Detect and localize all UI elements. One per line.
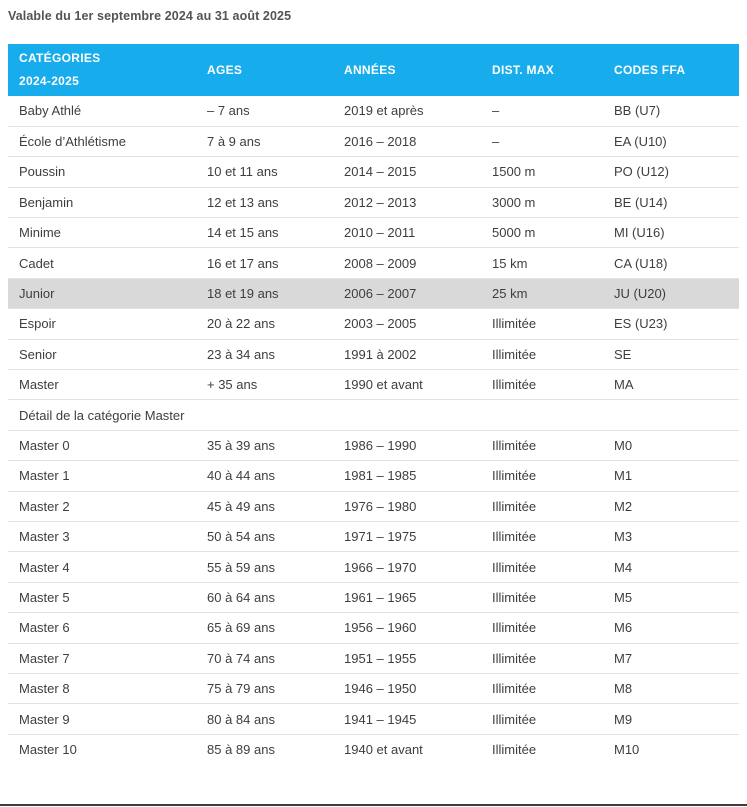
cell-annees: 2014 – 2015 xyxy=(333,157,481,187)
cell-category: Master 5 xyxy=(8,582,196,612)
cell-category: Master 8 xyxy=(8,673,196,703)
table-row xyxy=(8,157,739,187)
cell-annees: 1966 – 1970 xyxy=(333,552,481,582)
cell-code: BB (U7) xyxy=(614,103,661,119)
cell-code: SE xyxy=(603,339,739,369)
cell-code: BE (U14) xyxy=(603,187,739,217)
cell-ages: 65 à 69 ans xyxy=(196,613,333,643)
cell-dist: 5000 m xyxy=(481,218,603,248)
table-row xyxy=(8,370,739,400)
cell-ages: 12 et 13 ans xyxy=(196,187,333,217)
section-label: Détail de la catégorie Master xyxy=(8,400,739,430)
cell-dist: 25 km xyxy=(481,278,603,308)
table-row xyxy=(8,673,739,703)
table-row xyxy=(8,218,739,248)
cell-category: Master 7 xyxy=(8,643,196,673)
cell-code: PO (U12) xyxy=(603,157,739,187)
cell-code: JU (U20) xyxy=(603,278,739,308)
cell-dist: Illimitée xyxy=(481,643,603,673)
cell-code: M0 xyxy=(603,430,739,460)
table-row xyxy=(8,461,739,491)
cell-code: M10 xyxy=(603,734,739,764)
cell-ages: 16 et 17 ans xyxy=(196,248,333,278)
cell-annees: 1961 – 1965 xyxy=(333,582,481,612)
cell-code: MI (U16) xyxy=(603,218,739,248)
table-row xyxy=(8,309,739,339)
cell-ages: 60 à 64 ans xyxy=(196,582,333,612)
cell-category: École d’Athlétisme xyxy=(8,126,196,156)
cell-dist: Illimitée xyxy=(481,704,603,734)
table-row xyxy=(8,248,739,278)
cell-category: Senior xyxy=(8,339,196,369)
cell-code: M5 xyxy=(603,582,739,612)
cell-ages: 50 à 54 ans xyxy=(196,521,333,551)
table-row xyxy=(8,339,739,369)
col-header-categories-line2: 2024-2025 xyxy=(19,74,80,88)
col-header-categories-line1: CATÉGORIES xyxy=(19,51,101,66)
cell-category: Master 10 xyxy=(8,734,196,764)
header-row xyxy=(8,44,739,96)
cell-code: M6 xyxy=(603,613,739,643)
cell-ages: 23 à 34 ans xyxy=(196,339,333,369)
cell-category: Cadet xyxy=(8,248,196,278)
cell-dist: Illimitée xyxy=(481,552,603,582)
cell-dist: Illimitée xyxy=(481,370,603,400)
table-row xyxy=(8,278,739,308)
cell-ages: 10 et 11 ans xyxy=(196,157,333,187)
cell-dist: Illimitée xyxy=(481,430,603,460)
cell-category: Master 9 xyxy=(8,704,196,734)
col-header-ages: AGES xyxy=(196,44,333,96)
table-row xyxy=(8,734,739,764)
cell-category: Master xyxy=(8,370,196,400)
cell-category: Espoir xyxy=(8,309,196,339)
table-row xyxy=(8,582,739,612)
cell-category: Benjamin xyxy=(8,187,196,217)
cell-dist: Illimitée xyxy=(481,339,603,369)
col-header-codes-ffa: CODES FFA xyxy=(603,44,739,96)
cell-ages: + 35 ans xyxy=(196,370,333,400)
cell-code: M8 xyxy=(603,673,739,703)
cell-ages: 70 à 74 ans xyxy=(196,643,333,673)
table-row xyxy=(8,704,739,734)
table-row xyxy=(8,187,739,217)
cell-ages: 75 à 79 ans xyxy=(196,673,333,703)
cell-annees: 1956 – 1960 xyxy=(333,613,481,643)
cell-code: ES (U23) xyxy=(603,309,739,339)
cell-code: M2 xyxy=(603,491,739,521)
cell-annees: 2012 – 2013 xyxy=(333,187,481,217)
cell-code: M1 xyxy=(603,461,739,491)
cell-dist: Illimitée xyxy=(481,673,603,703)
cell-dist: Illimitée xyxy=(481,613,603,643)
cell-ages: 55 à 59 ans xyxy=(196,552,333,582)
cell-code: M3 xyxy=(603,521,739,551)
cell-dist: Illimitée xyxy=(481,309,603,339)
cell-ages: 35 à 39 ans xyxy=(196,430,333,460)
cell-ages: 7 à 9 ans xyxy=(196,126,333,156)
cell-annees: 1991 à 2002 xyxy=(333,339,481,369)
cell-annees: 1946 – 1950 xyxy=(333,673,481,703)
cell-annees: 2006 – 2007 xyxy=(333,278,481,308)
cell-ages: 18 et 19 ans xyxy=(196,278,333,308)
cell-dist: 15 km xyxy=(481,248,603,278)
cell-dist: Illimitée xyxy=(481,734,603,764)
cell-category: Master 6 xyxy=(8,613,196,643)
cell-dist: Illimitée xyxy=(481,582,603,612)
section-row xyxy=(8,400,739,430)
cell-category: Poussin xyxy=(8,157,196,187)
table-row xyxy=(8,613,739,643)
cell-ages: 40 à 44 ans xyxy=(196,461,333,491)
page-bottom-rule xyxy=(0,804,747,806)
table-row xyxy=(8,430,739,460)
col-header-annees: ANNÉES xyxy=(333,44,481,96)
cell-annees: 2016 – 2018 xyxy=(333,126,481,156)
cell-code: M9 xyxy=(603,704,739,734)
cell-category: Minime xyxy=(8,218,196,248)
col-header-dist-max: DIST. MAX xyxy=(481,44,603,96)
cell-code: EA (U10) xyxy=(603,126,739,156)
table-row xyxy=(8,521,739,551)
page-title: Valable du 1er septembre 2024 au 31 août 2025 xyxy=(8,9,292,23)
cell-category: Master 0 xyxy=(8,430,196,460)
table-header xyxy=(8,44,739,96)
cell-dist: Illimitée xyxy=(481,521,603,551)
cell-annees: 1986 – 1990 xyxy=(333,430,481,460)
cell-ages: 45 à 49 ans xyxy=(196,491,333,521)
cell-annees: 2008 – 2009 xyxy=(333,248,481,278)
cell-dist: 1500 m xyxy=(481,157,603,187)
cell-category: Junior xyxy=(8,278,196,308)
cell-code: CA (U18) xyxy=(603,248,739,278)
table-row xyxy=(8,126,739,156)
table-row xyxy=(8,552,739,582)
cell-annees: 2010 – 2011 xyxy=(333,218,481,248)
table-row xyxy=(8,491,739,521)
cell-dist: – xyxy=(492,103,500,119)
cell-code: M7 xyxy=(603,643,739,673)
table-row xyxy=(8,96,739,126)
cell-category: Master 3 xyxy=(8,521,196,551)
cell-annees: 1976 – 1980 xyxy=(333,491,481,521)
cell-category: Baby Athlé xyxy=(19,103,82,119)
cell-dist: – xyxy=(481,126,603,156)
cell-annees: 1981 – 1985 xyxy=(333,461,481,491)
cell-annees: 2003 – 2005 xyxy=(333,309,481,339)
cell-annees: 1940 et avant xyxy=(333,734,481,764)
cell-ages: 20 à 22 ans xyxy=(196,309,333,339)
cell-ages: 14 et 15 ans xyxy=(196,218,333,248)
cell-annees: 1941 – 1945 xyxy=(333,704,481,734)
col-header-categories xyxy=(8,44,196,96)
cell-dist: 3000 m xyxy=(481,187,603,217)
categories-table xyxy=(8,44,739,765)
table-row xyxy=(8,643,739,673)
cell-ages: 80 à 84 ans xyxy=(196,704,333,734)
cell-ages: 85 à 89 ans xyxy=(196,734,333,764)
cell-dist: Illimitée xyxy=(481,461,603,491)
cell-dist: Illimitée xyxy=(481,491,603,521)
cell-category: Master 1 xyxy=(8,461,196,491)
table-body xyxy=(8,96,739,765)
cell-category: Master 4 xyxy=(8,552,196,582)
cell-annees: 2019 et après xyxy=(344,103,424,119)
cell-category: Master 2 xyxy=(8,491,196,521)
cell-ages: – 7 ans xyxy=(207,103,250,119)
cell-annees: 1951 – 1955 xyxy=(333,643,481,673)
cell-code: MA xyxy=(603,370,739,400)
cell-annees: 1971 – 1975 xyxy=(333,521,481,551)
cell-code: M4 xyxy=(603,552,739,582)
cell-annees: 1990 et avant xyxy=(333,370,481,400)
